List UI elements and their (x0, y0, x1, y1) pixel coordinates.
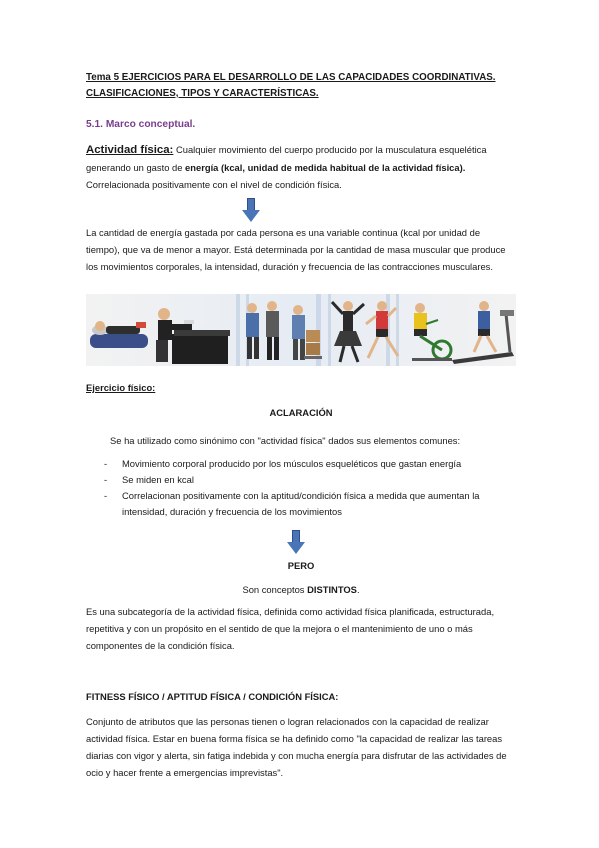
title-line-2: CLASIFICACIONES, TIPOS Y CARACTERÍSTICAS. (86, 88, 319, 99)
list-item: - Correlacionan positivamente con la aptitud/condición física a medida que aumentan la intensidad, duración y frecuencia de los movimientos (104, 490, 480, 517)
title-line-1: Tema 5 EJERCICIOS PARA EL DESARROLLO DE LAS CAPACIDADES COORDINATIVAS. (86, 72, 496, 83)
distintos-text: Son conceptos DISTINTOS. (242, 584, 360, 595)
actividad-text-2: Correlacionada positivamente con el nivel de condición física. (86, 179, 342, 190)
synonym-text: Se ha utilizado como sinónimo con "actividad física" dados sus elementos comunes: (110, 435, 461, 446)
list-item: - Se miden en kcal (104, 474, 194, 485)
actividad-fisica-paragraph (86, 141, 516, 193)
ejercicio-heading: Ejercicio físico: (86, 382, 156, 393)
subcategoria-paragraph: Es una subcategoría de la actividad física, definida como actividad física planificada, estructurada, repetitiva y con un propósito en el sentido de que la mejora o el mantenimiento de uno o más componentes de la condición física. (86, 606, 495, 651)
down-arrow-icon (242, 198, 260, 222)
document-title (86, 70, 516, 102)
actividad-term: Actividad física: (86, 144, 174, 156)
pero-label: PERO (287, 560, 315, 571)
actividad-text-1: Cualquier movimiento del cuerpo producido por la musculatura esquelética generando un gasto de (86, 144, 487, 173)
fitness-heading: FITNESS FÍSICO / APTITUD FÍSICA / CONDICIÓN FÍSICA: (86, 691, 339, 702)
section-heading: 5.1. Marco conceptual. (86, 119, 196, 130)
fitness-paragraph: Conjunto de atributos que las personas tienen o logran relacionados con la capacidad de realizar actividad física. Estar en buena forma física se ha definido como "la capacidad de realizar las tareas diarias con vigor y alerta, sin fatiga indebida y con mucha energía para disfrutar de las actividades de ocio y hacer frente a emergencias imprevistas". (86, 716, 507, 778)
energy-paragraph: La cantidad de energía gastada por cada persona es una variable continua (kcal por unidad de tiempo), que va de menor a mayor. Está determinada por la cantidad de masa muscular que produce los movimientos corporales, la intensidad, duración y frecuencia de las contracciones musculares. (86, 227, 506, 272)
activity-spectrum-illustration (86, 294, 516, 366)
actividad-bold: energía (kcal, unidad de medida habitual de la actividad física). (185, 162, 466, 173)
down-arrow-icon (287, 530, 305, 554)
list-item: - Movimiento corporal producido por los músculos esqueléticos que gastan energía (104, 458, 462, 469)
common-elements-list (86, 456, 516, 520)
aclaracion-heading: ACLARACIÓN (269, 407, 333, 418)
